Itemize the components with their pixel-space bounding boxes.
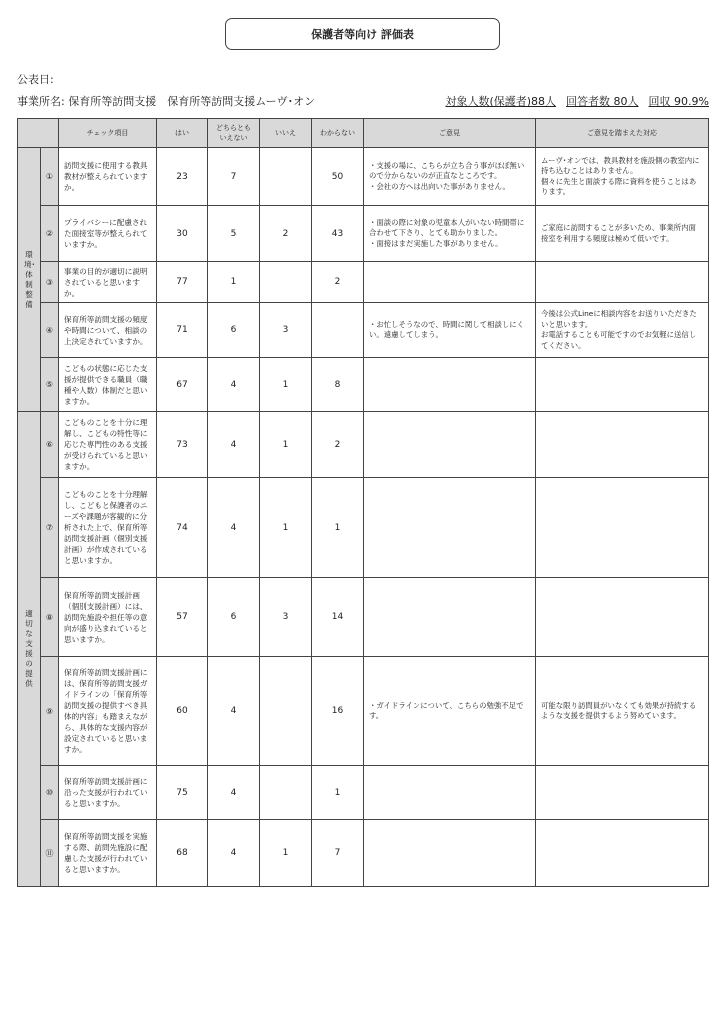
- no-count: [260, 148, 312, 206]
- no-count: [260, 262, 312, 303]
- unknown-count: 2: [312, 262, 364, 303]
- target-count: 対象人数(保護者)88人: [445, 95, 557, 108]
- response-cell: 今後は公式Lineに相談内容をお送りいただきたいと思います。 お電話することも可能ですのでお気軽に送信してください。: [536, 303, 709, 358]
- unknown-count: 2: [312, 412, 364, 478]
- office-name: 事業所名: 保育所等訪問支援 保育所等訪問支援ムーヴ･オン: [17, 95, 316, 108]
- document-title: [225, 18, 500, 50]
- unknown-count: 7: [312, 820, 364, 887]
- table-row: [18, 578, 709, 657]
- response-cell: [536, 262, 709, 303]
- unknown-count: 43: [312, 206, 364, 262]
- response-cell: [536, 820, 709, 887]
- neither-count: 4: [208, 820, 260, 887]
- item-number: ⑤: [41, 358, 59, 412]
- unknown-count: 8: [312, 358, 364, 412]
- published-date-label: 公表日:: [17, 73, 54, 86]
- no-count: 1: [260, 478, 312, 578]
- neither-count: 4: [208, 478, 260, 578]
- no-count: 2: [260, 206, 312, 262]
- no-count: 1: [260, 412, 312, 478]
- response-cell: [536, 766, 709, 820]
- category-label: 環境･体制整備: [24, 249, 36, 309]
- response-cell: [536, 412, 709, 478]
- response-stats: [435, 93, 709, 109]
- item-number: ⑩: [41, 766, 59, 820]
- response-rate: 回収 90.9%: [648, 95, 709, 108]
- neither-count: 4: [208, 657, 260, 766]
- header-yes: はい: [157, 119, 208, 148]
- no-count: 3: [260, 578, 312, 657]
- opinion-cell: ・ガイドラインについて、こちらの勉強不足です。: [364, 657, 536, 766]
- item-number: ⑧: [41, 578, 59, 657]
- table-row: [18, 478, 709, 578]
- neither-count: 4: [208, 766, 260, 820]
- neither-count: 4: [208, 358, 260, 412]
- item-number: ①: [41, 148, 59, 206]
- opinion-cell: [364, 412, 536, 478]
- opinion-cell: ・支援の場に、こちらが立ち合う事がほぼ無いので分からないのが正直なところです。 ・会社の方へは出向いた事がありません。: [364, 148, 536, 206]
- opinion-cell: [364, 766, 536, 820]
- opinion-cell: ・面談の際に対象の児童本人がいない時間帯に合わせて下さり、とても助かりました。 ・面接はまだ実施した事がありません。: [364, 206, 536, 262]
- opinion-cell: [364, 478, 536, 578]
- table-row: [18, 206, 709, 262]
- response-cell: [536, 578, 709, 657]
- no-count: 3: [260, 303, 312, 358]
- header-opinion: ご意見: [364, 119, 536, 148]
- check-item: プライバシーに配慮された面接室等が整えられていますか。: [59, 206, 157, 262]
- response-cell: ご家庭に訪問することが多いため、事業所内面接室を利用する頻度は極めて低いです。: [536, 206, 709, 262]
- header-check-item: チェック項目: [59, 119, 157, 148]
- evaluation-table: [17, 118, 709, 887]
- response-cell: 可能な限り訪問員がいなくても効果が持続するような支援を提供するよう努めています。: [536, 657, 709, 766]
- no-count: [260, 657, 312, 766]
- opinion-cell: [364, 358, 536, 412]
- table-row: [18, 820, 709, 887]
- item-number: ②: [41, 206, 59, 262]
- neither-count: 6: [208, 578, 260, 657]
- no-count: 1: [260, 358, 312, 412]
- check-item: 保育所等訪問支援を実施する際、訪問先施設に配慮した支援が行われていると思いますか。: [59, 820, 157, 887]
- table-row: [18, 262, 709, 303]
- header-no: いいえ: [260, 119, 312, 148]
- yes-count: 74: [157, 478, 208, 578]
- unknown-count: 1: [312, 478, 364, 578]
- check-item: 保育所等訪問支援計画に沿った支援が行われていると思いますか。: [59, 766, 157, 820]
- header-neither: どちらとも いえない: [208, 119, 260, 148]
- item-number: ⑨: [41, 657, 59, 766]
- opinion-cell: [364, 820, 536, 887]
- item-number: ⑦: [41, 478, 59, 578]
- table-row: [18, 303, 709, 358]
- category-cell: [18, 148, 41, 412]
- neither-count: 7: [208, 148, 260, 206]
- document-title-text: 保護者等向け 評価表: [311, 28, 414, 41]
- neither-count: 5: [208, 206, 260, 262]
- unknown-count: 14: [312, 578, 364, 657]
- header-row: [18, 119, 709, 148]
- yes-count: 77: [157, 262, 208, 303]
- yes-count: 30: [157, 206, 208, 262]
- check-item: こどものことを十分理解し、こどもと保護者のニーズや課題が客観的に分析された上で、保育所等訪問支援計画（個別支援計画）が作成されていると思いますか。: [59, 478, 157, 578]
- unknown-count: 50: [312, 148, 364, 206]
- response-cell: ムーヴ･オンでは、教具教材を施設側の教室内に持ち込むことはありません。 個々に先生と面談する際に資料を使うことはあります。: [536, 148, 709, 206]
- yes-count: 60: [157, 657, 208, 766]
- check-item: こどもの状態に応じた支援が提供できる職員（職種や人数）体制だと思いますか。: [59, 358, 157, 412]
- no-count: 1: [260, 820, 312, 887]
- neither-count: 6: [208, 303, 260, 358]
- unknown-count: 1: [312, 766, 364, 820]
- no-count: [260, 766, 312, 820]
- yes-count: 71: [157, 303, 208, 358]
- category-cell: [18, 412, 41, 887]
- yes-count: 75: [157, 766, 208, 820]
- header-response: ご意見を踏まえた対応: [536, 119, 709, 148]
- yes-count: 73: [157, 412, 208, 478]
- neither-count: 1: [208, 262, 260, 303]
- response-cell: [536, 358, 709, 412]
- table-row: [18, 766, 709, 820]
- opinion-cell: [364, 262, 536, 303]
- item-number: ⑪: [41, 820, 59, 887]
- yes-count: 67: [157, 358, 208, 412]
- respondent-count: 回答者数 80人: [566, 95, 639, 108]
- check-item: 事業の目的が適切に説明されていると思いますか。: [59, 262, 157, 303]
- check-item: 訪問支援に使用する教具教材が整えられていますか。: [59, 148, 157, 206]
- opinion-cell: ・お忙しそうなので、時間に関して相談しにくい。遠慮してしまう。: [364, 303, 536, 358]
- header-unknown: わからない: [312, 119, 364, 148]
- unknown-count: [312, 303, 364, 358]
- category-label: 適切な支援の提供: [25, 609, 33, 688]
- check-item: こどものことを十分に理解し、こどもの特性等に応じた専門性のある支援が受けられていると思いますか。: [59, 412, 157, 478]
- opinion-cell: [364, 578, 536, 657]
- check-item: 保育所等訪問支援計画（個別支援計画）には、訪問先施設や担任等の意向が盛り込まれていると思いますか。: [59, 578, 157, 657]
- table-row: [18, 412, 709, 478]
- header-blank: [18, 119, 59, 148]
- yes-count: 57: [157, 578, 208, 657]
- item-number: ⑥: [41, 412, 59, 478]
- item-number: ③: [41, 262, 59, 303]
- check-item: 保育所等訪問支援計画には、保育所等訪問支援ガイドラインの「保育所等訪問支援の提供すべき具体的内容」も踏まえながら、具体的な支援内容が設定されていると思いますか。: [59, 657, 157, 766]
- response-cell: [536, 478, 709, 578]
- yes-count: 68: [157, 820, 208, 887]
- table-row: [18, 657, 709, 766]
- table-row: [18, 148, 709, 206]
- unknown-count: 16: [312, 657, 364, 766]
- neither-count: 4: [208, 412, 260, 478]
- table-row: [18, 358, 709, 412]
- check-item: 保育所等訪問支援の頻度や時間について、相談の上決定されていますか。: [59, 303, 157, 358]
- yes-count: 23: [157, 148, 208, 206]
- item-number: ④: [41, 303, 59, 358]
